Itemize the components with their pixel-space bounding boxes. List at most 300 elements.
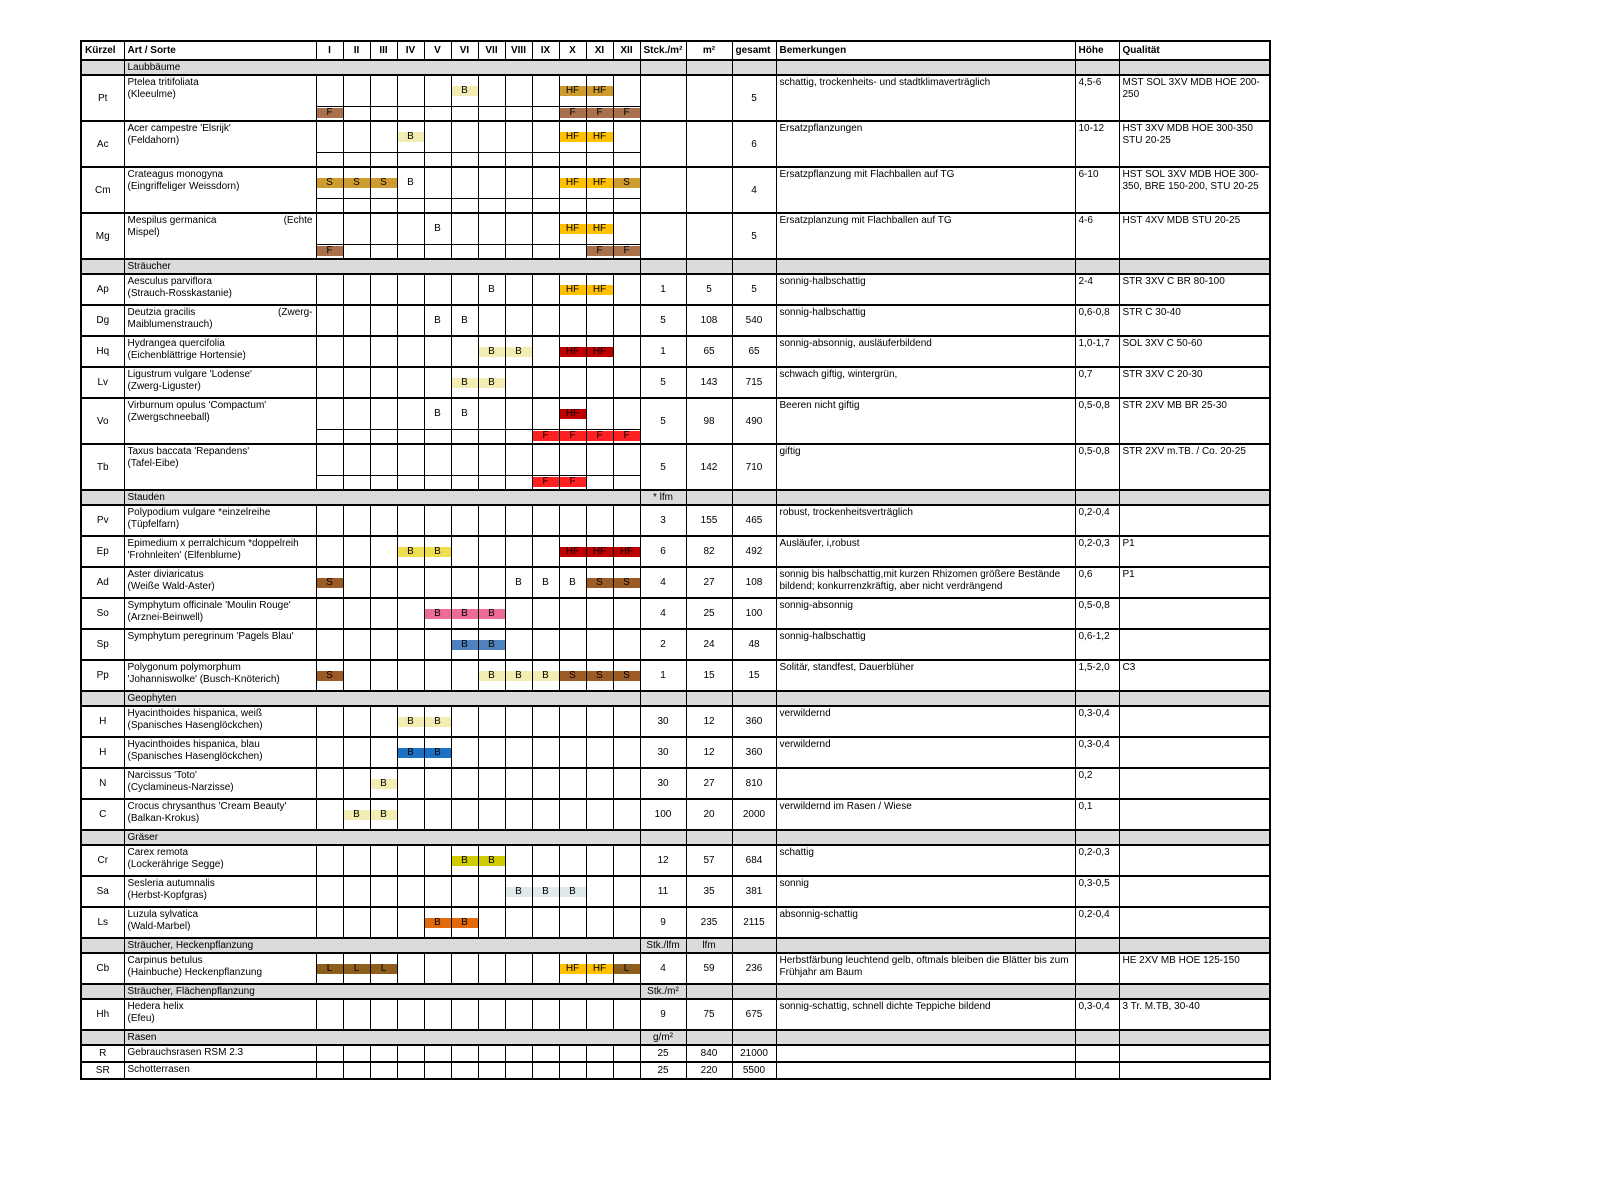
- species-row-H: [81, 706, 1270, 737]
- month-cell: [316, 336, 343, 367]
- month-cell: [343, 536, 370, 567]
- month-cell: [559, 799, 586, 830]
- stck-cell: 12: [640, 845, 686, 876]
- month-cell: [397, 75, 424, 106]
- section-unit-m2: [686, 60, 732, 75]
- phenology-block-B: B: [479, 285, 505, 295]
- month-cell: [586, 737, 613, 768]
- month-cell: [316, 907, 343, 938]
- art-cell: [124, 567, 316, 598]
- month-cell: [370, 876, 397, 907]
- month-cell: [397, 768, 424, 799]
- month-cell: [532, 629, 559, 660]
- month-subcell: [424, 429, 451, 444]
- section-gesamt-cell: [732, 490, 776, 505]
- bemerkung-cell: Ersatzplanzung mit Flachballen auf TG: [776, 213, 1075, 259]
- month-cell: [424, 121, 451, 152]
- qualitaet-cell: STR 3XV C BR 80-100: [1119, 274, 1270, 305]
- month-cell: [343, 567, 370, 598]
- phenology-block-L: L: [317, 964, 343, 974]
- month-cell: [505, 629, 532, 660]
- col-header-kuerzel: Kürzel: [81, 41, 124, 60]
- month-cell: [424, 953, 451, 984]
- hoehe-cell: 0,5-0,8: [1075, 444, 1119, 490]
- month-cell: [505, 706, 532, 737]
- month-cell: [397, 398, 424, 429]
- month-cell: [316, 845, 343, 876]
- section-title: Sträucher, Flächenpflanzung: [124, 984, 640, 999]
- section-qual-cell: [1119, 259, 1270, 274]
- stck-cell: 2: [640, 629, 686, 660]
- kuerzel-cell: Hh: [81, 999, 124, 1030]
- month-cell: [370, 274, 397, 305]
- art-cell: [124, 629, 316, 660]
- gesamt-cell: 710: [732, 444, 776, 490]
- species-row-Dg: [81, 305, 1270, 336]
- month-cell: [559, 336, 586, 367]
- phenology-block-F: F: [560, 477, 586, 487]
- phenology-block-B: B: [479, 671, 505, 681]
- month-cell: [316, 213, 343, 244]
- month-cell: [559, 598, 586, 629]
- phenology-block-B: B: [479, 609, 505, 619]
- month-subcell: [451, 152, 478, 167]
- hoehe-cell: 4,5-6: [1075, 75, 1119, 121]
- art-line2: (Balkan-Krokus): [127, 812, 200, 824]
- section-row: [81, 984, 1270, 999]
- phenology-block-F: F: [317, 108, 343, 118]
- month-cell: [478, 444, 505, 475]
- month-cell: [316, 1045, 343, 1062]
- gesamt-cell: 675: [732, 999, 776, 1030]
- month-cell: [370, 799, 397, 830]
- month-subcell: [370, 475, 397, 490]
- month-cell: [478, 305, 505, 336]
- art-cell: [124, 999, 316, 1030]
- month-subcell: [424, 475, 451, 490]
- month-cell: [343, 1045, 370, 1062]
- art-cell: [124, 398, 316, 444]
- month-cell: [316, 398, 343, 429]
- month-subcell: [505, 475, 532, 490]
- month-cell: [316, 444, 343, 475]
- month-cell: [451, 953, 478, 984]
- phenology-block-HF: HF: [560, 224, 586, 234]
- phenology-block-HF: HF: [614, 547, 640, 557]
- month-cell: [451, 536, 478, 567]
- month-cell: [397, 706, 424, 737]
- m2-cell: 142: [686, 444, 732, 490]
- phenology-block-HF: HF: [587, 964, 613, 974]
- month-cell: [370, 444, 397, 475]
- phenology-block-B: B: [452, 409, 478, 419]
- stck-cell: 9: [640, 999, 686, 1030]
- month-cell: [343, 845, 370, 876]
- month-cell: [343, 768, 370, 799]
- art-line2: (Zwerg-Liguster): [127, 380, 201, 392]
- phenology-block-B: B: [344, 810, 370, 820]
- section-hoehe-cell: [1075, 490, 1119, 505]
- month-cell: [505, 505, 532, 536]
- month-cell: [316, 953, 343, 984]
- phenology-block-B: B: [506, 347, 532, 357]
- gesamt-cell: 108: [732, 567, 776, 598]
- gesamt-cell: 4: [732, 167, 776, 213]
- month-subcell: [505, 429, 532, 444]
- month-cell: [613, 706, 640, 737]
- stck-cell: 4: [640, 567, 686, 598]
- month-subcell: [613, 152, 640, 167]
- month-cell: [397, 876, 424, 907]
- section-kuerzel-cell: [81, 830, 124, 845]
- month-cell: [532, 567, 559, 598]
- col-header-month-5: V: [424, 41, 451, 60]
- art-line2: (Tüpfelfarn): [127, 518, 180, 530]
- qualitaet-cell: MST SOL 3XV MDB HOE 200-250: [1119, 75, 1270, 121]
- species-row-Mg: [81, 213, 1270, 244]
- gesamt-cell: 540: [732, 305, 776, 336]
- art-line2: (Feldahorn): [127, 134, 180, 146]
- phenology-block-B: B: [452, 856, 478, 866]
- month-cell: [451, 1062, 478, 1079]
- month-cell: [559, 737, 586, 768]
- m2-cell: 12: [686, 706, 732, 737]
- phenology-block-F: F: [614, 108, 640, 118]
- art-line1: Narcissus 'Toto': [127, 770, 197, 781]
- art-line1: Aesculus parviflora: [127, 276, 212, 287]
- qualitaet-cell: C3: [1119, 660, 1270, 691]
- month-cell: [478, 121, 505, 152]
- month-cell: [613, 876, 640, 907]
- month-cell: [586, 167, 613, 198]
- gesamt-cell: 381: [732, 876, 776, 907]
- month-cell: [505, 274, 532, 305]
- month-cell: [343, 706, 370, 737]
- hoehe-cell: 2-4: [1075, 274, 1119, 305]
- section-hoehe-cell: [1075, 259, 1119, 274]
- phenology-block-B: B: [398, 132, 424, 142]
- month-subcell: [505, 106, 532, 121]
- gesamt-cell: 100: [732, 598, 776, 629]
- m2-cell: 27: [686, 768, 732, 799]
- section-bem-cell: [776, 691, 1075, 706]
- art-line2: (Weiße Wald-Aster): [127, 580, 215, 592]
- art-line2: (Arznei-Beinwell): [127, 611, 204, 623]
- month-cell: [532, 1045, 559, 1062]
- qualitaet-cell: [1119, 845, 1270, 876]
- qualitaet-cell: 3 Tr. M.TB, 30-40: [1119, 999, 1270, 1030]
- month-cell: [559, 953, 586, 984]
- month-cell: [343, 907, 370, 938]
- month-cell: [613, 367, 640, 398]
- art-cell: [124, 121, 316, 167]
- kuerzel-cell: So: [81, 598, 124, 629]
- stck-cell: 4: [640, 953, 686, 984]
- month-cell: [613, 799, 640, 830]
- art-line1: Ptelea tritifoliata: [127, 77, 199, 88]
- section-title: Rasen: [124, 1030, 640, 1045]
- month-cell: [316, 737, 343, 768]
- hoehe-cell: 0,6: [1075, 567, 1119, 598]
- month-cell: [370, 167, 397, 198]
- month-cell: [478, 907, 505, 938]
- month-cell: [532, 907, 559, 938]
- bemerkung-cell: [776, 1045, 1075, 1062]
- section-unit-stck: [640, 691, 686, 706]
- planting-table: [80, 40, 1271, 1080]
- phenology-block-B: B: [506, 578, 532, 588]
- bemerkung-cell: verwildernd: [776, 706, 1075, 737]
- section-unit-stck: [640, 830, 686, 845]
- month-cell: [478, 768, 505, 799]
- bemerkung-cell: Beeren nicht giftig: [776, 398, 1075, 444]
- col-header-month-9: IX: [532, 41, 559, 60]
- phenology-block-B: B: [371, 810, 397, 820]
- hoehe-cell: 6-10: [1075, 167, 1119, 213]
- month-cell: [478, 845, 505, 876]
- month-cell: [451, 505, 478, 536]
- stck-cell: 6: [640, 536, 686, 567]
- col-header-month-2: II: [343, 41, 370, 60]
- month-cell: [397, 305, 424, 336]
- month-cell: [451, 305, 478, 336]
- m2-cell: 155: [686, 505, 732, 536]
- month-cell: [424, 1045, 451, 1062]
- col-header-month-8: VIII: [505, 41, 532, 60]
- art-line1: Carex remota: [127, 847, 189, 858]
- month-cell: [478, 367, 505, 398]
- month-cell: [397, 367, 424, 398]
- section-title: Sträucher, Heckenpflanzung: [124, 938, 640, 953]
- phenology-block-B: B: [533, 578, 559, 588]
- qualitaet-cell: HE 2XV MB HOE 125-150: [1119, 953, 1270, 984]
- month-cell: [451, 629, 478, 660]
- stck-cell: [640, 213, 686, 259]
- section-qual-cell: [1119, 60, 1270, 75]
- art-line1: Epimedium x perralchicum *doppelreih: [127, 538, 299, 549]
- section-gesamt-cell: [732, 984, 776, 999]
- kuerzel-cell: H: [81, 706, 124, 737]
- art-cell: [124, 167, 316, 213]
- qualitaet-cell: [1119, 598, 1270, 629]
- month-cell: [397, 737, 424, 768]
- section-gesamt-cell: [732, 259, 776, 274]
- phenology-block-B: B: [452, 378, 478, 388]
- qualitaet-cell: HST 4XV MDB STU 20-25: [1119, 213, 1270, 259]
- art-line2: 'Frohnleiten' (Elfenblume): [127, 549, 241, 561]
- art-line2: (Spanisches Hasenglöckchen): [127, 750, 263, 762]
- phenology-block-B: B: [452, 640, 478, 650]
- art-line1: Schotterrasen: [127, 1064, 190, 1075]
- phenology-block-L: L: [344, 964, 370, 974]
- art-line1: Carpinus betulus: [127, 955, 203, 966]
- month-cell: [586, 75, 613, 106]
- month-cell: [478, 75, 505, 106]
- month-cell: [532, 876, 559, 907]
- month-cell: [397, 1062, 424, 1079]
- art-line2: Mispel): [127, 226, 160, 238]
- section-title: Gräser: [124, 830, 640, 845]
- month-subcell: [397, 198, 424, 213]
- month-cell: [424, 75, 451, 106]
- hoehe-cell: 1,0-1,7: [1075, 336, 1119, 367]
- art-line1: Mespilus germanica (Echte: [127, 215, 313, 226]
- month-cell: [478, 1062, 505, 1079]
- bemerkung-cell: schattig: [776, 845, 1075, 876]
- section-row: [81, 1030, 1270, 1045]
- month-cell: [397, 999, 424, 1030]
- month-subcell: [532, 152, 559, 167]
- month-cell: [451, 121, 478, 152]
- month-cell: [316, 274, 343, 305]
- m2-cell: 220: [686, 1062, 732, 1079]
- phenology-block-B: B: [479, 640, 505, 650]
- month-subcell: [343, 152, 370, 167]
- month-cell: [505, 737, 532, 768]
- hoehe-cell: 0,2-0,4: [1075, 505, 1119, 536]
- section-gesamt-cell: [732, 938, 776, 953]
- phenology-block-B: B: [425, 717, 451, 727]
- section-kuerzel-cell: [81, 1030, 124, 1045]
- phenology-block-B: B: [452, 609, 478, 619]
- phenology-block-S: S: [317, 671, 343, 681]
- section-gesamt-cell: [732, 60, 776, 75]
- month-cell: [451, 598, 478, 629]
- kuerzel-cell: C: [81, 799, 124, 830]
- species-row-Ac: [81, 121, 1270, 152]
- month-cell: [559, 876, 586, 907]
- phenology-block-B: B: [479, 378, 505, 388]
- month-cell: [397, 567, 424, 598]
- phenology-block-HF: HF: [560, 132, 586, 142]
- month-cell: [532, 660, 559, 691]
- phenology-block-B: B: [479, 347, 505, 357]
- hoehe-cell: [1075, 1045, 1119, 1062]
- month-cell: [370, 845, 397, 876]
- month-cell: [478, 167, 505, 198]
- month-cell: [613, 845, 640, 876]
- phenology-block-F: F: [587, 431, 613, 441]
- col-header-month-11: XI: [586, 41, 613, 60]
- section-qual-cell: [1119, 1030, 1270, 1045]
- month-cell: [586, 768, 613, 799]
- kuerzel-cell: Pt: [81, 75, 124, 121]
- month-cell: [397, 167, 424, 198]
- qualitaet-cell: [1119, 876, 1270, 907]
- art-line1: Luzula sylvatica: [127, 909, 199, 920]
- kuerzel-cell: Tb: [81, 444, 124, 490]
- month-cell: [424, 845, 451, 876]
- month-cell: [586, 1045, 613, 1062]
- month-cell: [316, 75, 343, 106]
- hoehe-cell: 4-6: [1075, 213, 1119, 259]
- phenology-block-HF: HF: [560, 964, 586, 974]
- month-subcell: [370, 429, 397, 444]
- month-subcell: [559, 198, 586, 213]
- col-header-hoehe: Höhe: [1075, 41, 1119, 60]
- species-row-SR: [81, 1062, 1270, 1079]
- section-title: Laubbäume: [124, 60, 640, 75]
- month-cell: [613, 213, 640, 244]
- month-cell: [586, 953, 613, 984]
- month-cell: [532, 999, 559, 1030]
- m2-cell: 25: [686, 598, 732, 629]
- section-kuerzel-cell: [81, 259, 124, 274]
- gesamt-cell: 5: [732, 213, 776, 259]
- gesamt-cell: 15: [732, 660, 776, 691]
- month-cell: [505, 367, 532, 398]
- month-cell: [424, 768, 451, 799]
- month-cell: [505, 876, 532, 907]
- month-subcell: [532, 198, 559, 213]
- month-cell: [316, 660, 343, 691]
- month-cell: [559, 75, 586, 106]
- section-unit-m2: lfm: [686, 938, 732, 953]
- month-cell: [343, 274, 370, 305]
- month-cell: [397, 505, 424, 536]
- art-line1: Hyacinthoides hispanica, blau: [127, 739, 260, 750]
- kuerzel-cell: Dg: [81, 305, 124, 336]
- art-line1: Ligustrum vulgare 'Lodense': [127, 369, 252, 380]
- month-cell: [451, 336, 478, 367]
- section-bem-cell: [776, 830, 1075, 845]
- m2-cell: 98: [686, 398, 732, 444]
- stck-cell: 3: [640, 505, 686, 536]
- month-subcell: [613, 475, 640, 490]
- month-cell: [424, 629, 451, 660]
- species-row-Pp: [81, 660, 1270, 691]
- section-unit-m2: [686, 1030, 732, 1045]
- kuerzel-cell: Ad: [81, 567, 124, 598]
- month-subcell: [586, 475, 613, 490]
- m2-cell: 108: [686, 305, 732, 336]
- hoehe-cell: 0,2-0,3: [1075, 845, 1119, 876]
- month-cell: [559, 567, 586, 598]
- bemerkung-cell: sonnig bis halbschattig,mit kurzen Rhizomen größere Bestände bildend; konkurrenzkräftig, aber nicht verdrängend: [776, 567, 1075, 598]
- month-subcell: [532, 429, 559, 444]
- month-cell: [343, 167, 370, 198]
- section-row: [81, 830, 1270, 845]
- month-cell: [586, 799, 613, 830]
- month-cell: [397, 598, 424, 629]
- m2-cell: [686, 213, 732, 259]
- phenology-block-B: B: [398, 547, 424, 557]
- col-header-bemerkungen: Bemerkungen: [776, 41, 1075, 60]
- art-cell: [124, 336, 316, 367]
- section-bem-cell: [776, 490, 1075, 505]
- month-cell: [559, 706, 586, 737]
- month-subcell: [613, 429, 640, 444]
- month-cell: [532, 336, 559, 367]
- species-row-Hq: [81, 336, 1270, 367]
- month-cell: [613, 167, 640, 198]
- month-cell: [586, 706, 613, 737]
- bemerkung-cell: robust, trockenheitsverträglich: [776, 505, 1075, 536]
- phenology-block-B: B: [560, 887, 586, 897]
- art-line2: 'Johanniswolke' (Busch-Knöterich): [127, 673, 280, 685]
- month-cell: [532, 598, 559, 629]
- bemerkung-cell: sonnig-absonnig, ausläuferbildend: [776, 336, 1075, 367]
- qualitaet-cell: [1119, 768, 1270, 799]
- month-cell: [532, 444, 559, 475]
- m2-cell: [686, 167, 732, 213]
- month-cell: [532, 845, 559, 876]
- month-cell: [532, 398, 559, 429]
- phenology-block-S: S: [317, 578, 343, 588]
- month-subcell: [613, 244, 640, 259]
- month-cell: [451, 567, 478, 598]
- month-subcell: [424, 106, 451, 121]
